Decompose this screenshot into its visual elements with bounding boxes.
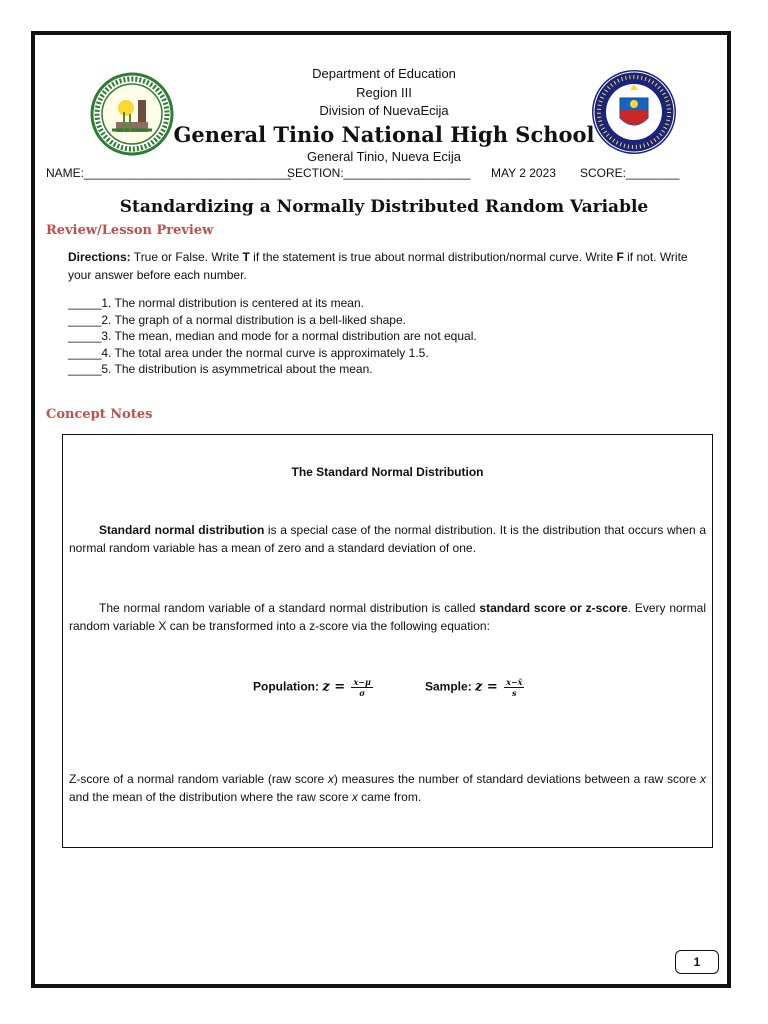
zscore-paragraph: [69, 599, 706, 635]
directions-label: Directions:: [68, 250, 131, 264]
concept-notes-box: [62, 434, 713, 848]
list-item[interactable]: _____2. The graph of a normal distribution is a bell-liked shape.: [68, 312, 406, 327]
section-field[interactable]: SECTION:___________________: [287, 166, 471, 180]
sample-fraction: [504, 677, 524, 698]
list-item[interactable]: _____1. The normal distribution is centered at its mean.: [68, 296, 364, 310]
zscore-text-b: . Every normal random variable X can be transformed into a z-score via the following equation:: [69, 601, 707, 633]
population-fraction: [351, 677, 372, 698]
review-heading: Review/Lesson Preview: [46, 223, 214, 238]
box-title: The Standard Normal Distribution: [291, 465, 484, 479]
department-line: Department of Education: [312, 66, 456, 81]
population-denominator: σ: [359, 688, 366, 698]
zscore-term: standard score or z-score: [479, 601, 628, 615]
sample-label: Sample:: [425, 679, 476, 694]
name-field[interactable]: NAME:_______________________________: [46, 166, 291, 180]
date-text: MAY 2 2023: [491, 166, 556, 180]
raw-score-x1: x: [327, 772, 334, 786]
directions-text: [68, 248, 708, 284]
division-line: Division of NuevaEcija: [319, 103, 449, 118]
sample-z: z =: [475, 679, 498, 695]
definition-paragraph: [69, 521, 706, 557]
page-number: 1: [675, 950, 719, 974]
raw-score-text-a: Z-score of a normal random variable (raw score: [69, 772, 328, 786]
concept-heading: Concept Notes: [46, 407, 153, 422]
list-item[interactable]: _____3. The mean, median and mode for a normal distribution are not equal.: [68, 329, 477, 343]
directions-part-1: True or False. Write: [130, 250, 243, 264]
definition-text: is a special case of the normal distribution. It is the distribution that occurs when a normal random variable has a mean of zero and a standard deviation of one.: [69, 523, 707, 555]
directions-part-2: if the statement is true about normal distribution/normal curve. Write: [249, 250, 617, 264]
sample-numerator: x−x̄: [506, 677, 523, 687]
raw-score-text-b: ) measures the number of standard deviations between a raw score: [333, 772, 700, 786]
directions-true-letter: T: [242, 250, 250, 264]
school-address: General Tinio, Nueva Ecija: [307, 149, 461, 164]
zscore-text-a: The normal random variable of a standard normal distribution is called: [99, 601, 480, 615]
population-numerator: x−μ: [353, 677, 371, 687]
raw-score-text-d: came from.: [357, 790, 422, 804]
list-item[interactable]: _____4. The total area under the normal curve is approximately 1.5.: [68, 345, 429, 360]
directions-part-3: if not. Write your answer before each number.: [68, 250, 688, 282]
true-false-list: [68, 295, 477, 378]
directions-false-letter: F: [616, 250, 624, 264]
raw-score-x3: x: [351, 790, 358, 804]
definition-term: Standard normal distribution: [99, 523, 265, 537]
region-line: Region III: [356, 85, 412, 100]
population-label: Population:: [253, 679, 323, 694]
school-name: General Tinio National High School: [173, 122, 595, 147]
population-z: z =: [322, 679, 346, 695]
sample-denominator: s: [512, 688, 517, 698]
raw-score-text-c: and the mean of the distribution where the raw score: [69, 790, 352, 804]
population-formula: [253, 677, 373, 698]
list-item[interactable]: _____5. The distribution is asymmetrical about the mean.: [68, 362, 373, 376]
score-field[interactable]: SCORE:________: [580, 166, 680, 180]
raw-score-paragraph: [69, 770, 706, 806]
document-title: Standardizing a Normally Distributed Random Variable: [119, 197, 649, 217]
sample-formula: [425, 677, 524, 698]
raw-score-x2: x: [700, 772, 706, 786]
